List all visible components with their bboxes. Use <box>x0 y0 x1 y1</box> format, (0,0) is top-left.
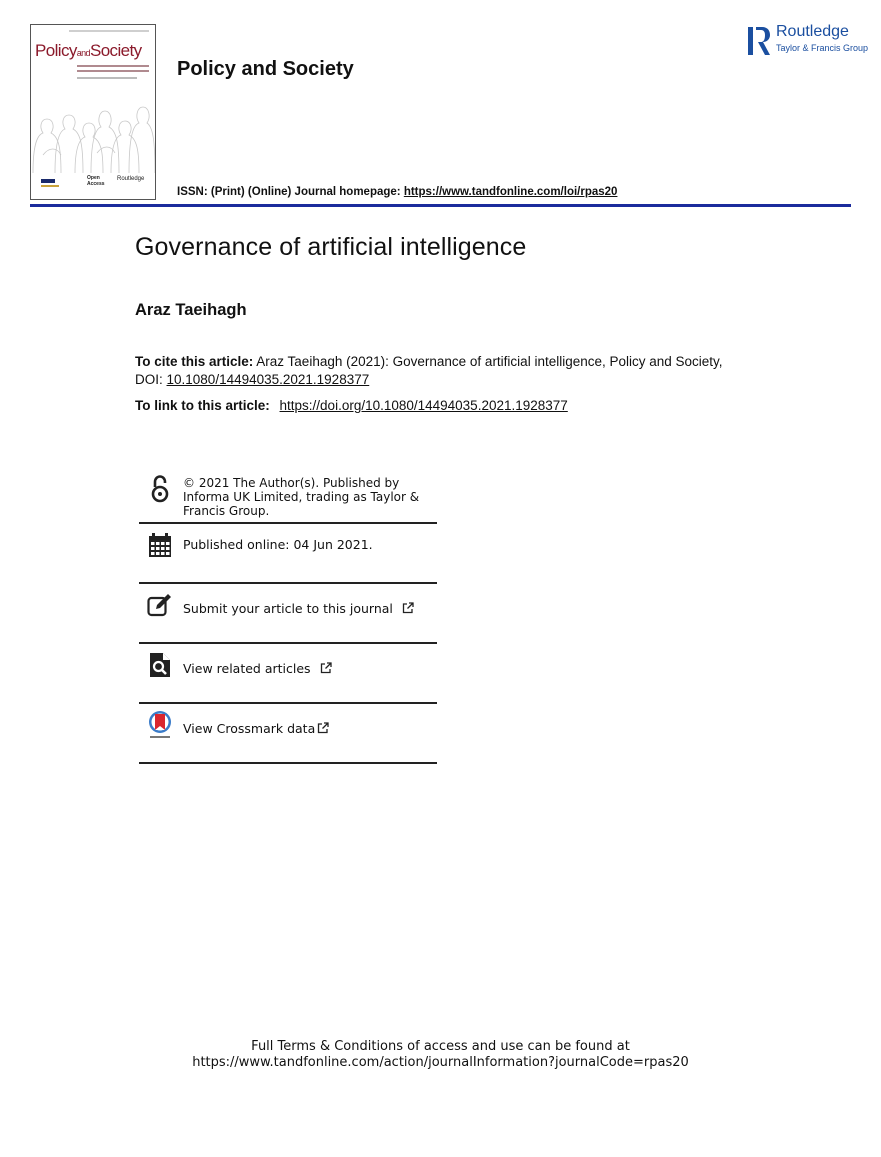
crossmark-icon <box>145 710 175 740</box>
crossmark-link[interactable] <box>183 710 329 736</box>
edit-icon <box>145 590 175 620</box>
terms-footer <box>0 1039 881 1071</box>
submit-article-link[interactable] <box>183 590 414 616</box>
article-title: Governance of artificial intelligence <box>135 233 527 261</box>
publisher-name: Routledge <box>776 23 849 40</box>
society-logo-bar <box>41 185 59 187</box>
external-link-icon <box>317 722 329 734</box>
article-link-line <box>135 398 568 413</box>
article-info-box <box>139 470 437 764</box>
cover-footer <box>31 175 155 193</box>
journal-cover-image <box>30 24 156 200</box>
related-articles-row[interactable] <box>139 644 437 704</box>
cover-subtitle-line <box>77 70 149 72</box>
submit-article-label: Submit your article to this journal <box>183 601 393 616</box>
related-articles-link[interactable] <box>183 650 332 676</box>
journal-name: Policy and Society <box>177 58 354 80</box>
routledge-r-icon <box>748 25 772 57</box>
cite-label: To cite this article: <box>135 354 254 369</box>
journal-homepage-link[interactable]: https://www.tandfonline.com/loi/rpas20 <box>403 186 618 198</box>
license-text: © 2021 The Author(s). Published by Informa UK Limited, trading as Taylor & Francis Group. <box>183 476 420 518</box>
cover-title: PolicyandSociety <box>35 41 142 60</box>
crossmark-label: View Crossmark data <box>183 721 316 736</box>
article-doi-url-link[interactable]: https://doi.org/10.1080/14494035.2021.1928377 <box>279 398 568 413</box>
published-online-text: Published online: 04 Jun 2021. <box>183 537 373 552</box>
cover-subtitle-line <box>77 65 149 67</box>
license-row <box>139 470 437 524</box>
open-access-icon <box>145 474 175 504</box>
search-document-icon <box>145 650 175 680</box>
terms-url[interactable]: https://www.tandfonline.com/action/journalInformation?journalCode=rpas20 <box>192 1055 689 1070</box>
crowd-illustration <box>31 85 155 173</box>
published-online-row <box>139 524 437 584</box>
submit-article-row[interactable] <box>139 584 437 644</box>
doi-link[interactable]: 10.1080/14494035.2021.1928377 <box>166 372 370 387</box>
external-link-icon <box>320 662 332 674</box>
related-articles-label: View related articles <box>183 661 311 676</box>
header-divider <box>30 204 851 207</box>
link-label: To link to this article: <box>135 398 270 413</box>
issn-label: ISSN: (Print) (Online) Journal homepage: <box>177 186 404 198</box>
article-author: Araz Taeihagh <box>135 301 247 319</box>
terms-text: Full Terms & Conditions of access and use can be found at <box>251 1039 630 1054</box>
cover-open-access: Open Access <box>87 175 105 187</box>
crossmark-row[interactable] <box>139 704 437 764</box>
issn-line <box>177 186 617 198</box>
cover-publisher: Routledge <box>117 176 145 182</box>
cover-subtitle-line <box>77 77 137 79</box>
doi-label: DOI: <box>135 372 167 387</box>
cover-issue-meta <box>69 30 149 32</box>
publisher-group: Taylor & Francis Group <box>776 43 869 53</box>
cite-text: Araz Taeihagh (2021): Governance of artificial intelligence, Policy and Society, <box>253 354 723 369</box>
external-link-icon <box>402 602 414 614</box>
citation-block <box>135 353 775 389</box>
society-logo <box>41 179 55 183</box>
calendar-icon <box>145 530 175 560</box>
